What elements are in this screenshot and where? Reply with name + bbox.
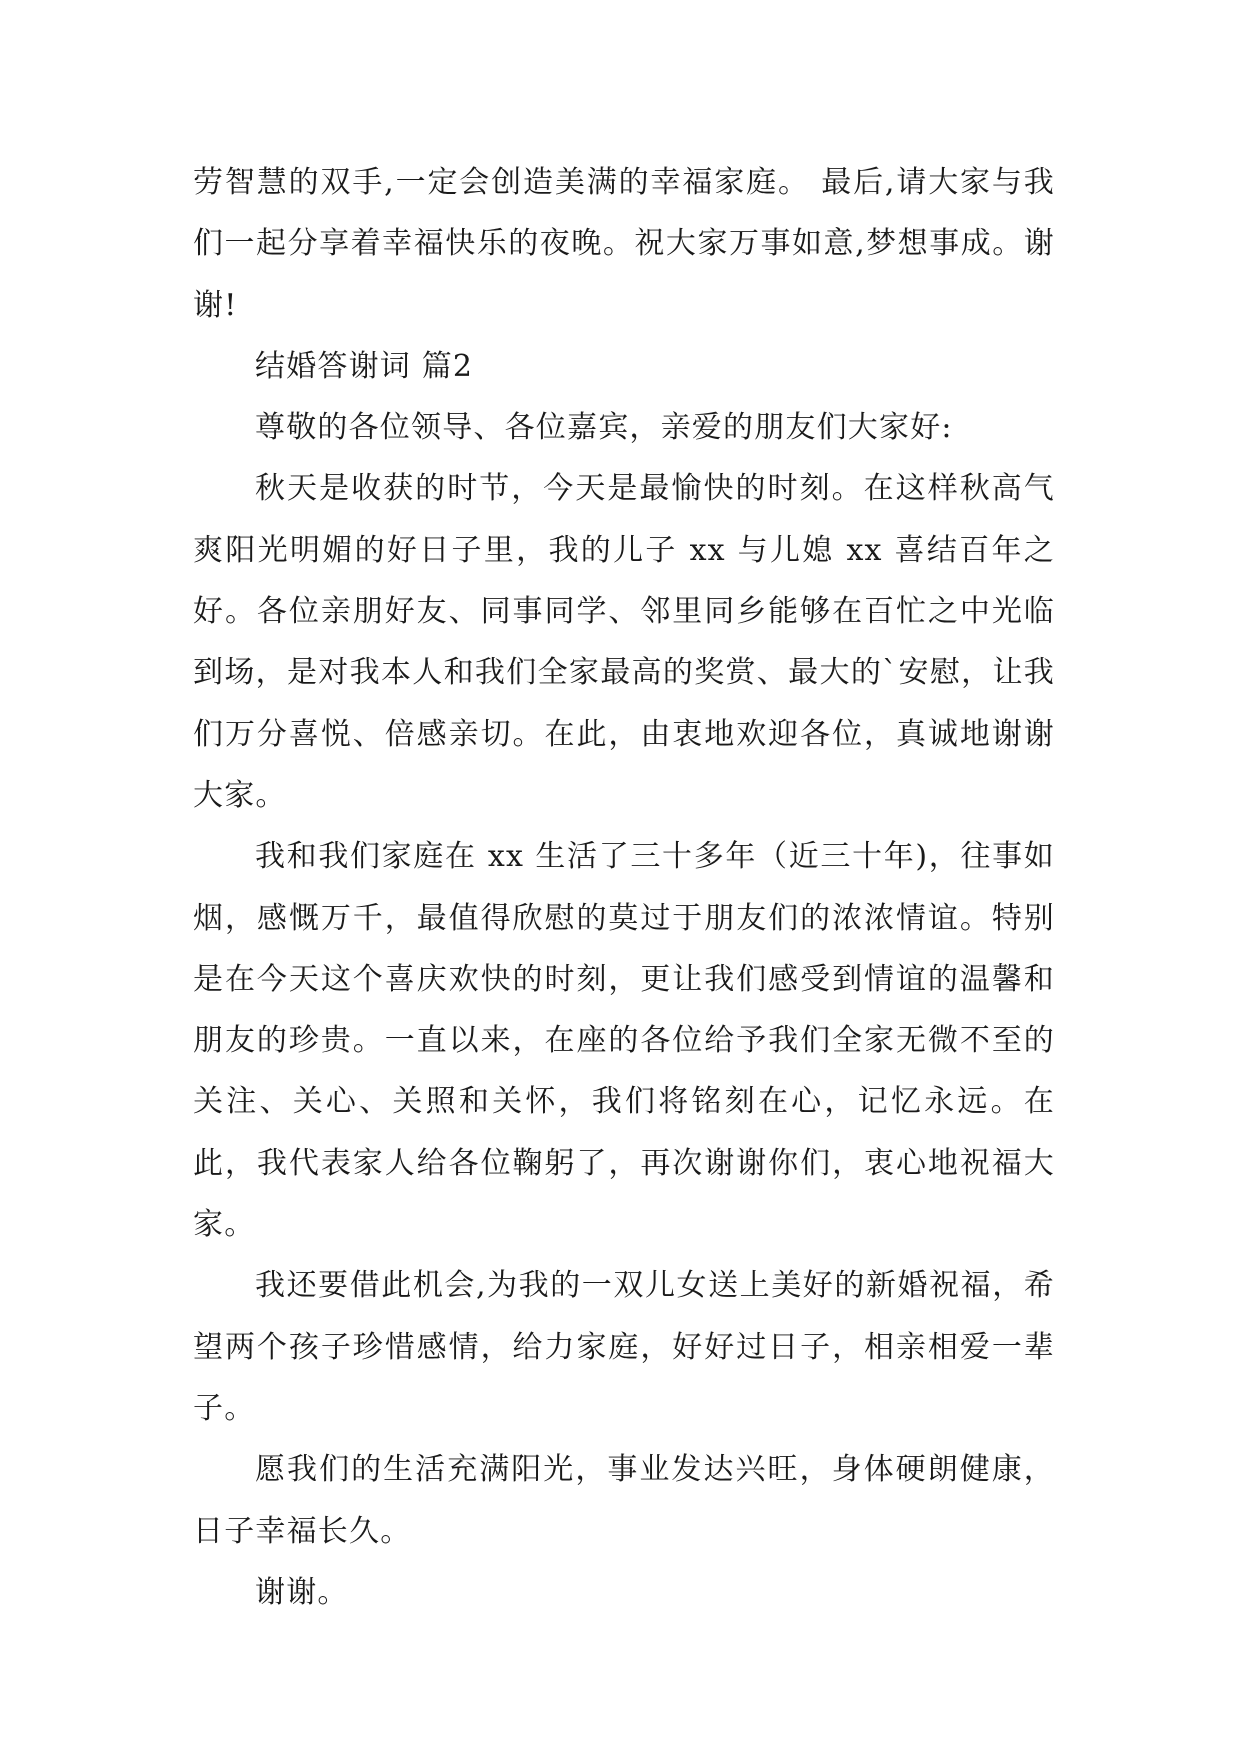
paragraph-autumn-welcome: 秋天是收获的时节，今天是最愉快的时刻。在这样秋高气爽阳光明媚的好日子里，我的儿子 xx 与儿媳 xx 喜结百年之好。各位亲朋好友、同事同学、邻里同乡能够在百忙之中光临到场，是对我本人和我们全家最高的奖赏、最大的`安慰，让我们万分喜悦、倍感亲切。在此，由衷地欢迎各位，真诚地谢谢大家。 (193, 471, 1055, 813)
paragraph-wishes: 愿我们的生活充满阳光，事业发达兴旺，身体硬朗健康，日子幸福长久。 (193, 1452, 1055, 1549)
paragraph-thanks: 谢谢。 (255, 1574, 349, 1610)
paragraph-friendship: 我和我们家庭在 xx 生活了三十多年（近三十年)，往事如烟，感慨万千，最值得欣慰的莫过于朋友们的浓浓情谊。特别是在今天这个喜庆欢快的时刻，更让我们感受到情谊的温馨和朋友的珍贵。一直以来，在座的各位给予我们全家无微不至的关注、关心、关照和关怀，我们将铭刻在心，记忆永远。在此，我代表家人给各位鞠躬了，再次谢谢你们，衷心地祝福大家。 (193, 839, 1055, 1243)
paragraph-salutation: 尊敬的各位领导、各位嘉宾，亲爱的朋友们大家好: (255, 410, 953, 446)
paragraph-closing-continuation: 劳智慧的双手,一定会创造美满的幸福家庭。 最后,请大家与我们一起分享着幸福快乐的夜晚。祝大家万事如意,梦想事成。谢谢! (193, 165, 1055, 323)
document-body (193, 152, 1055, 1623)
section-heading: 结婚答谢词 篇2 (255, 348, 474, 384)
paragraph-blessing-children: 我还要借此机会,为我的一双儿女送上美好的新婚祝福，希望两个孩子珍惜感情，给力家庭，好好过日子，相亲相爱一辈子。 (193, 1268, 1055, 1426)
